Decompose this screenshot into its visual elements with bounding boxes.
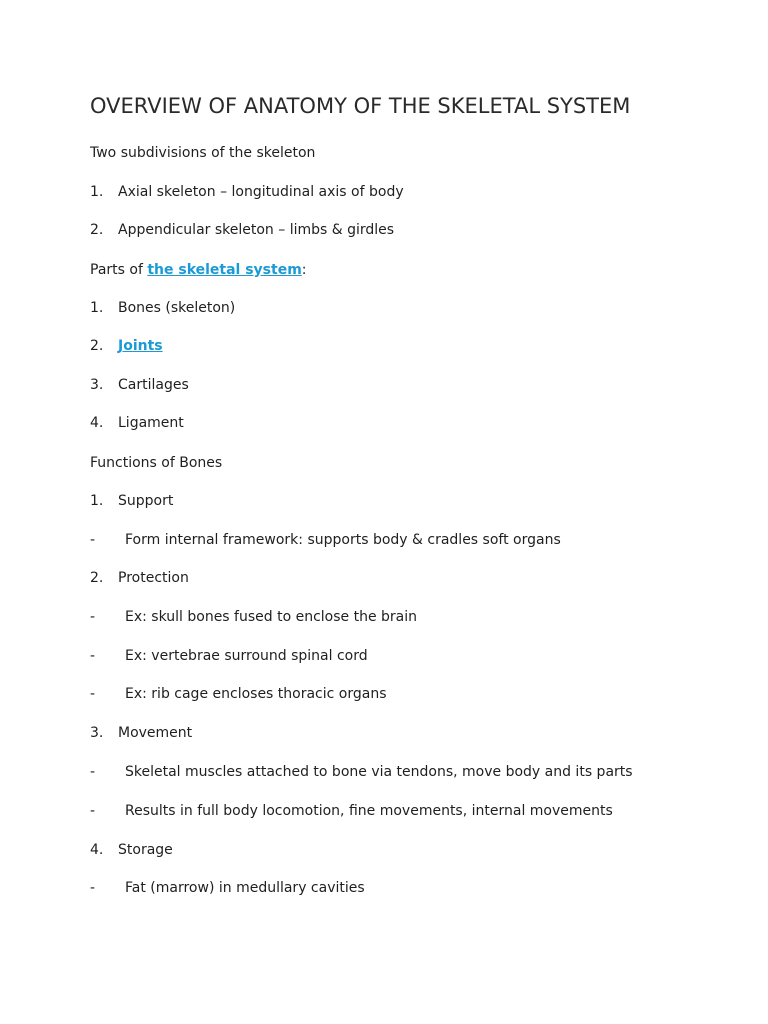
list-marker: - <box>90 609 96 625</box>
parts-heading-prefix: Parts of <box>90 262 148 278</box>
list-item <box>90 530 561 550</box>
list-item-text: Movement <box>118 725 193 741</box>
list-item <box>90 182 404 202</box>
list-item-text: Results in full body locomotion, fine movements, internal movements <box>125 803 613 819</box>
list-item <box>90 840 173 860</box>
list-item-text: Storage <box>118 842 173 858</box>
list-marker: 1. <box>90 184 104 200</box>
subdivisions-heading: Two subdivisions of the skeleton <box>90 145 316 161</box>
list-marker: - <box>90 764 96 780</box>
list-item <box>90 878 365 898</box>
list-marker: 1. <box>90 300 104 316</box>
list-item-text: Ex: skull bones fused to enclose the brain <box>125 609 418 625</box>
list-marker: 3. <box>90 725 104 741</box>
list-item <box>90 375 189 395</box>
list-item-text: Bones (skeleton) <box>118 300 236 316</box>
document-title: OVERVIEW OF ANATOMY OF THE SKELETAL SYSTEM <box>90 94 631 118</box>
list-marker: 2. <box>90 338 104 354</box>
list-item <box>90 220 394 240</box>
list-item-text: Protection <box>118 570 189 586</box>
list-item <box>90 684 387 704</box>
list-marker: - <box>90 803 96 819</box>
list-item <box>90 413 184 433</box>
list-marker: 2. <box>90 222 104 238</box>
list-item <box>90 298 235 318</box>
list-item-text: Appendicular skeleton – limbs & girdles <box>118 222 395 238</box>
list-item-text: Cartilages <box>118 377 189 393</box>
list-item-text: Fat (marrow) in medullary cavities <box>125 880 365 896</box>
functions-heading: Functions of Bones <box>90 455 223 471</box>
list-marker: - <box>90 880 96 896</box>
list-marker: 2. <box>90 570 104 586</box>
list-marker: 1. <box>90 493 104 509</box>
list-marker: - <box>90 686 96 702</box>
list-item-text: Skeletal muscles attached to bone via tendons, move body and its parts <box>125 764 633 780</box>
list-marker: 4. <box>90 842 104 858</box>
list-item <box>90 801 613 821</box>
list-item-text: Ex: rib cage encloses thoracic organs <box>125 686 387 702</box>
joints-link[interactable]: Joints <box>118 338 163 354</box>
parts-heading <box>90 260 307 280</box>
list-marker: 3. <box>90 377 104 393</box>
list-item-text: Axial skeleton – longitudinal axis of body <box>118 184 404 200</box>
parts-heading-suffix: : <box>301 262 307 278</box>
skeletal-system-link[interactable]: the skeletal system <box>147 262 302 278</box>
list-item-text: Support <box>118 493 174 509</box>
list-marker: 4. <box>90 415 104 431</box>
list-item-text: Ex: vertebrae surround spinal cord <box>125 648 368 664</box>
list-item <box>90 568 189 588</box>
list-item <box>90 762 633 782</box>
list-item <box>90 646 368 666</box>
list-item <box>90 723 192 743</box>
list-item <box>90 491 173 511</box>
list-item-text: Ligament <box>118 415 184 431</box>
list-marker: - <box>90 648 96 664</box>
list-item <box>90 607 417 627</box>
list-marker: - <box>90 532 96 548</box>
list-item <box>90 336 163 356</box>
list-item-text: Form internal framework: supports body & cradles soft organs <box>125 532 561 548</box>
